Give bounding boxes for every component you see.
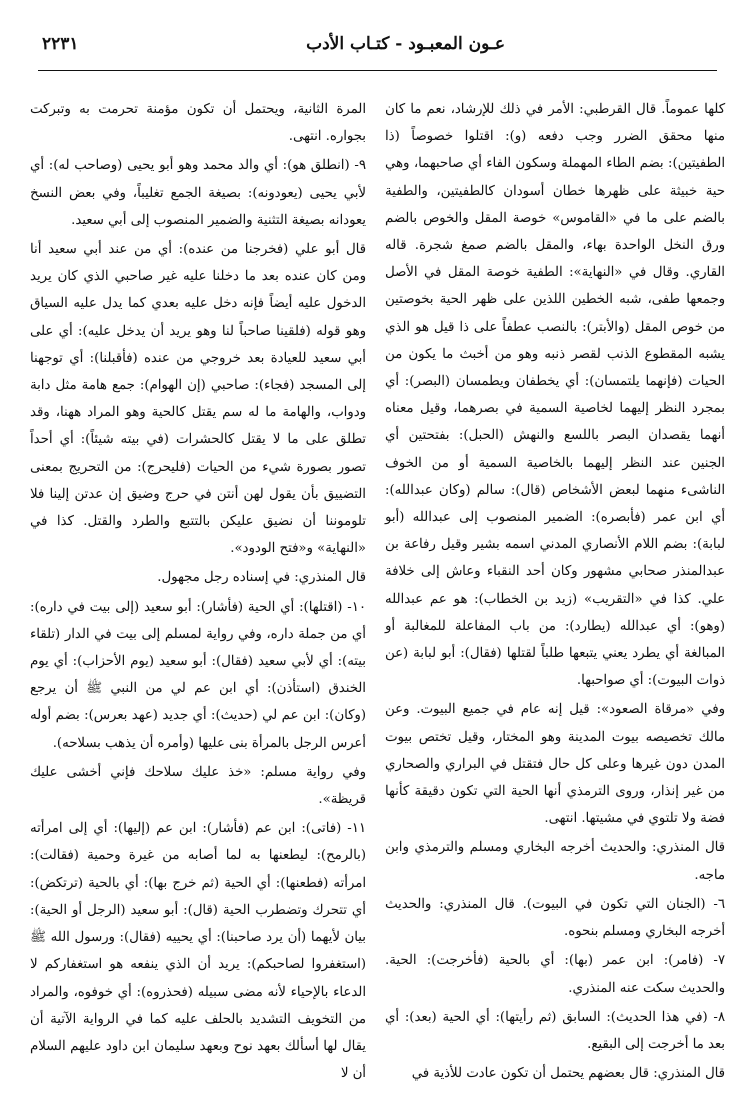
- header-rule: [38, 70, 717, 71]
- paragraph: قال المنذري: والحديث أخرجه البخاري ومسلم والترمذي وابن ماجه.: [385, 840, 725, 883]
- paragraph: ٦- (الجنان التي تكون في البيوت). قال المنذري: والحديث أخرجه البخاري ومسلم بنحوه.: [385, 896, 725, 940]
- right-column: [385, 96, 725, 1089]
- paragraph: قال المنذري: في إسناده رجل مجهول.: [157, 570, 366, 586]
- left-column: [30, 96, 366, 1089]
- page-header: [30, 28, 725, 68]
- paragraph: كلها عموماً. قال القرطبي: الأمر في ذلك للإرشاد، نعم ما كان منها محقق الضرر وجب دفعه (و): اقتلوا خصوصاً (ذا الطفيتين): بضم الطاء المهملة وسكون الفاء أي صاحبهما، وهي حية خبيثة على ظهرها خطان أسودان كالطفيتين، والطفية بالضم على ما في «القاموس» خوصة المقل والخوص بالضم ورق النخل الواحدة بهاء، والمقل بالضم صمغ شجرة. قاله القاري. وقال في «النهاية»: الطفية خوصة المقل في الأصل وجمعها طفى، شبه الخطين اللذين على ظهر الحية بخوصتين من خوص المقل (والأبتر): بالنصب عطفاً على ذا قيل هو الذي يشبه المقطوع الذنب لقصر ذنبه وهو من أخبث ما يكون من الحيات (فإنهما يلتمسان): أي يخطفان ويطمسان (البصر): أي بمجرد النظر إليهما لخاصية السمية في بصرهما، وقيل معناه أنهما يقصدان البصر باللسع والنهش (الحبل): بفتحتين أي الجنين عند النظر إليهما بالخاصية السمية أو من الخوف الناشىء منهما لبعض الأشخاص (قال): سالم (وكان عبدالله): أي ابن عمر (فأبصره): الضمير المنصوب إلى عبدالله (أبو لبابة): بضم اللام الأنصاري المدني اسمه بشير وقيل رفاعة بن عبدالمنذر صحابي مشهور وكان أحد النقباء وعاش إلى خلافة علي. كذا في «التقريب» (زيد بن الخطاب): هو عم عبدالله (وهو): أي عبدالله (يطارد): من باب المفاعلة للمغالبة أو المبالغة أي يطرد يعني يتبعها طلباً لقتلها (فقال): أبو لبابة (عن ذوات البيوت): أي صواحبها.: [385, 102, 725, 689]
- paragraph: ٨- (في هذا الحديث): السابق (ثم رأيتها): أي الحية (بعد): أي بعد ما أخرجت إلى البقيع.: [385, 1009, 725, 1052]
- paragraph: قال أبو علي (فخرجنا من عنده): أي من عند أبي سعيد أنا ومن كان عنده بعد ما دخلنا عليه غير صاحبي الذي كان يريد الدخول عليه أيضاً فإنه دخل عليه بعدي كما يدل عليه السياق وهو قوله (فلقينا صاحباً لنا وهو يريد أن يدخل عليه): أي على أبي سعيد للعيادة بعد خروجي من عنده (فأقبلنا): أي توجهنا إلى المسجد (فجاء): صاحبي (إن الهوام): جمع هامة مثل دابة ودواب، والهامة ما له سم يقتل كالحية وهو المراد ههنا، وقد تطلق على ما لا يقتل كالحشرات (في بيته شيئاً): أي أحداً تصور بصورة شيء من الحيات (فليحرج): من التحريج بمعنى التضييق بأن يقول لهن أنتن في حرج وضيق إن عدتن إلينا فلا تلوموننا أن نضيق عليكن بالتتبع والطرد والقتل. كذا في «النهاية» و«فتح الودود».: [30, 242, 366, 557]
- paragraph: ١١- (فاتى): ابن عم (فأشار): ابن عم (إليها): أي إلى امرأته (بالرمح): ليطعنها به لما أصابه من غيرة وحمية (فقالت): امرأته (فطعنها): أي الحية (ثم خرج بها): أي بالحية (ترتكض): أي تتحرك وتضطرب الحية (قال): أبو سعيد (الرجل أو الحية): بيان لأيهما (أن يرد صاحبنا): أي يحييه (فقال): ورسول الله ﷺ (استغفروا لصاحبكم): يريد أن الذي ينفعه هو استغفاركم لا الدعاء بالإحياء لأنه مضى سبيله (فحذروه): أي خوفوه، والمراد من التخويف التشديد بالحلف عليه كما في الرواية الآتية أن يقال لها أسألك بعهد نوح وبعهد سليمان ابن داود عليهم السلام أن لا: [30, 821, 366, 1082]
- paragraph: قال المنذري: قال بعضهم يحتمل أن تكون عادت للأذية في: [411, 1066, 725, 1082]
- paragraph: المرة الثانية، ويحتمل أن تكون مؤمنة تحرمت به وتبركت بجواره. انتهى.: [30, 102, 366, 145]
- paragraph: وفي «مرقاة الصعود»: قيل إنه عام في جميع البيوت. وعن مالك تخصيصه بيوت المدينة وهو المختار، وقيل تختص بيوت المدن دون غيرها وعلى كل حال فتقتل في البراري والصحاري من غير إنذار، وروى الترمذي أنها الحية التي تكون دقيقة كأنها فضة ولا تلتوي في مشيتها. انتهى.: [385, 702, 725, 827]
- paragraph: وفي رواية مسلم: «خذ عليك سلاحك فإني أخشى عليك قريظة».: [30, 764, 366, 808]
- paragraph: ٩- (انطلق هو): أي والد محمد وهو أبو يحيى (وصاحب له): أي لأبي يحيى (يعودونه): بصيغة الجمع تغليباً، وفي بعض النسخ يعودانه بصيغة التثنية والضمير المنصوب إلى أبي سعيد.: [30, 158, 366, 228]
- page-number: ٢٢٣١: [42, 34, 79, 54]
- paragraph: ٧- (فامر): ابن عمر (بها): أي بالحية (فأخرجت): الحية. والحديث سكت عنه المنذري.: [385, 953, 725, 996]
- paragraph: ١٠- (اقتلها): أي الحية (فأشار): أبو سعيد (إلى بيت في داره): أي من جملة داره، وفي رواية لمسلم إلى بيت في الدار (تلقاء بيته): أي لأبي سعيد (فقال): أبو سعيد (يوم الأحزاب): أي يوم الخندق (استأذن): أي ابن عم لي من النبي ﷺ أن يرجع (وكان): ابن عم لي (حديث): أي جديد (عهد بعرس): بضم أوله أعرس الرجل بالمرأة بنى عليها (وأمره أن يذهب بسلاحه).: [30, 599, 366, 751]
- running-title: عـون المعبـود - كتـاب الأدب: [306, 34, 505, 54]
